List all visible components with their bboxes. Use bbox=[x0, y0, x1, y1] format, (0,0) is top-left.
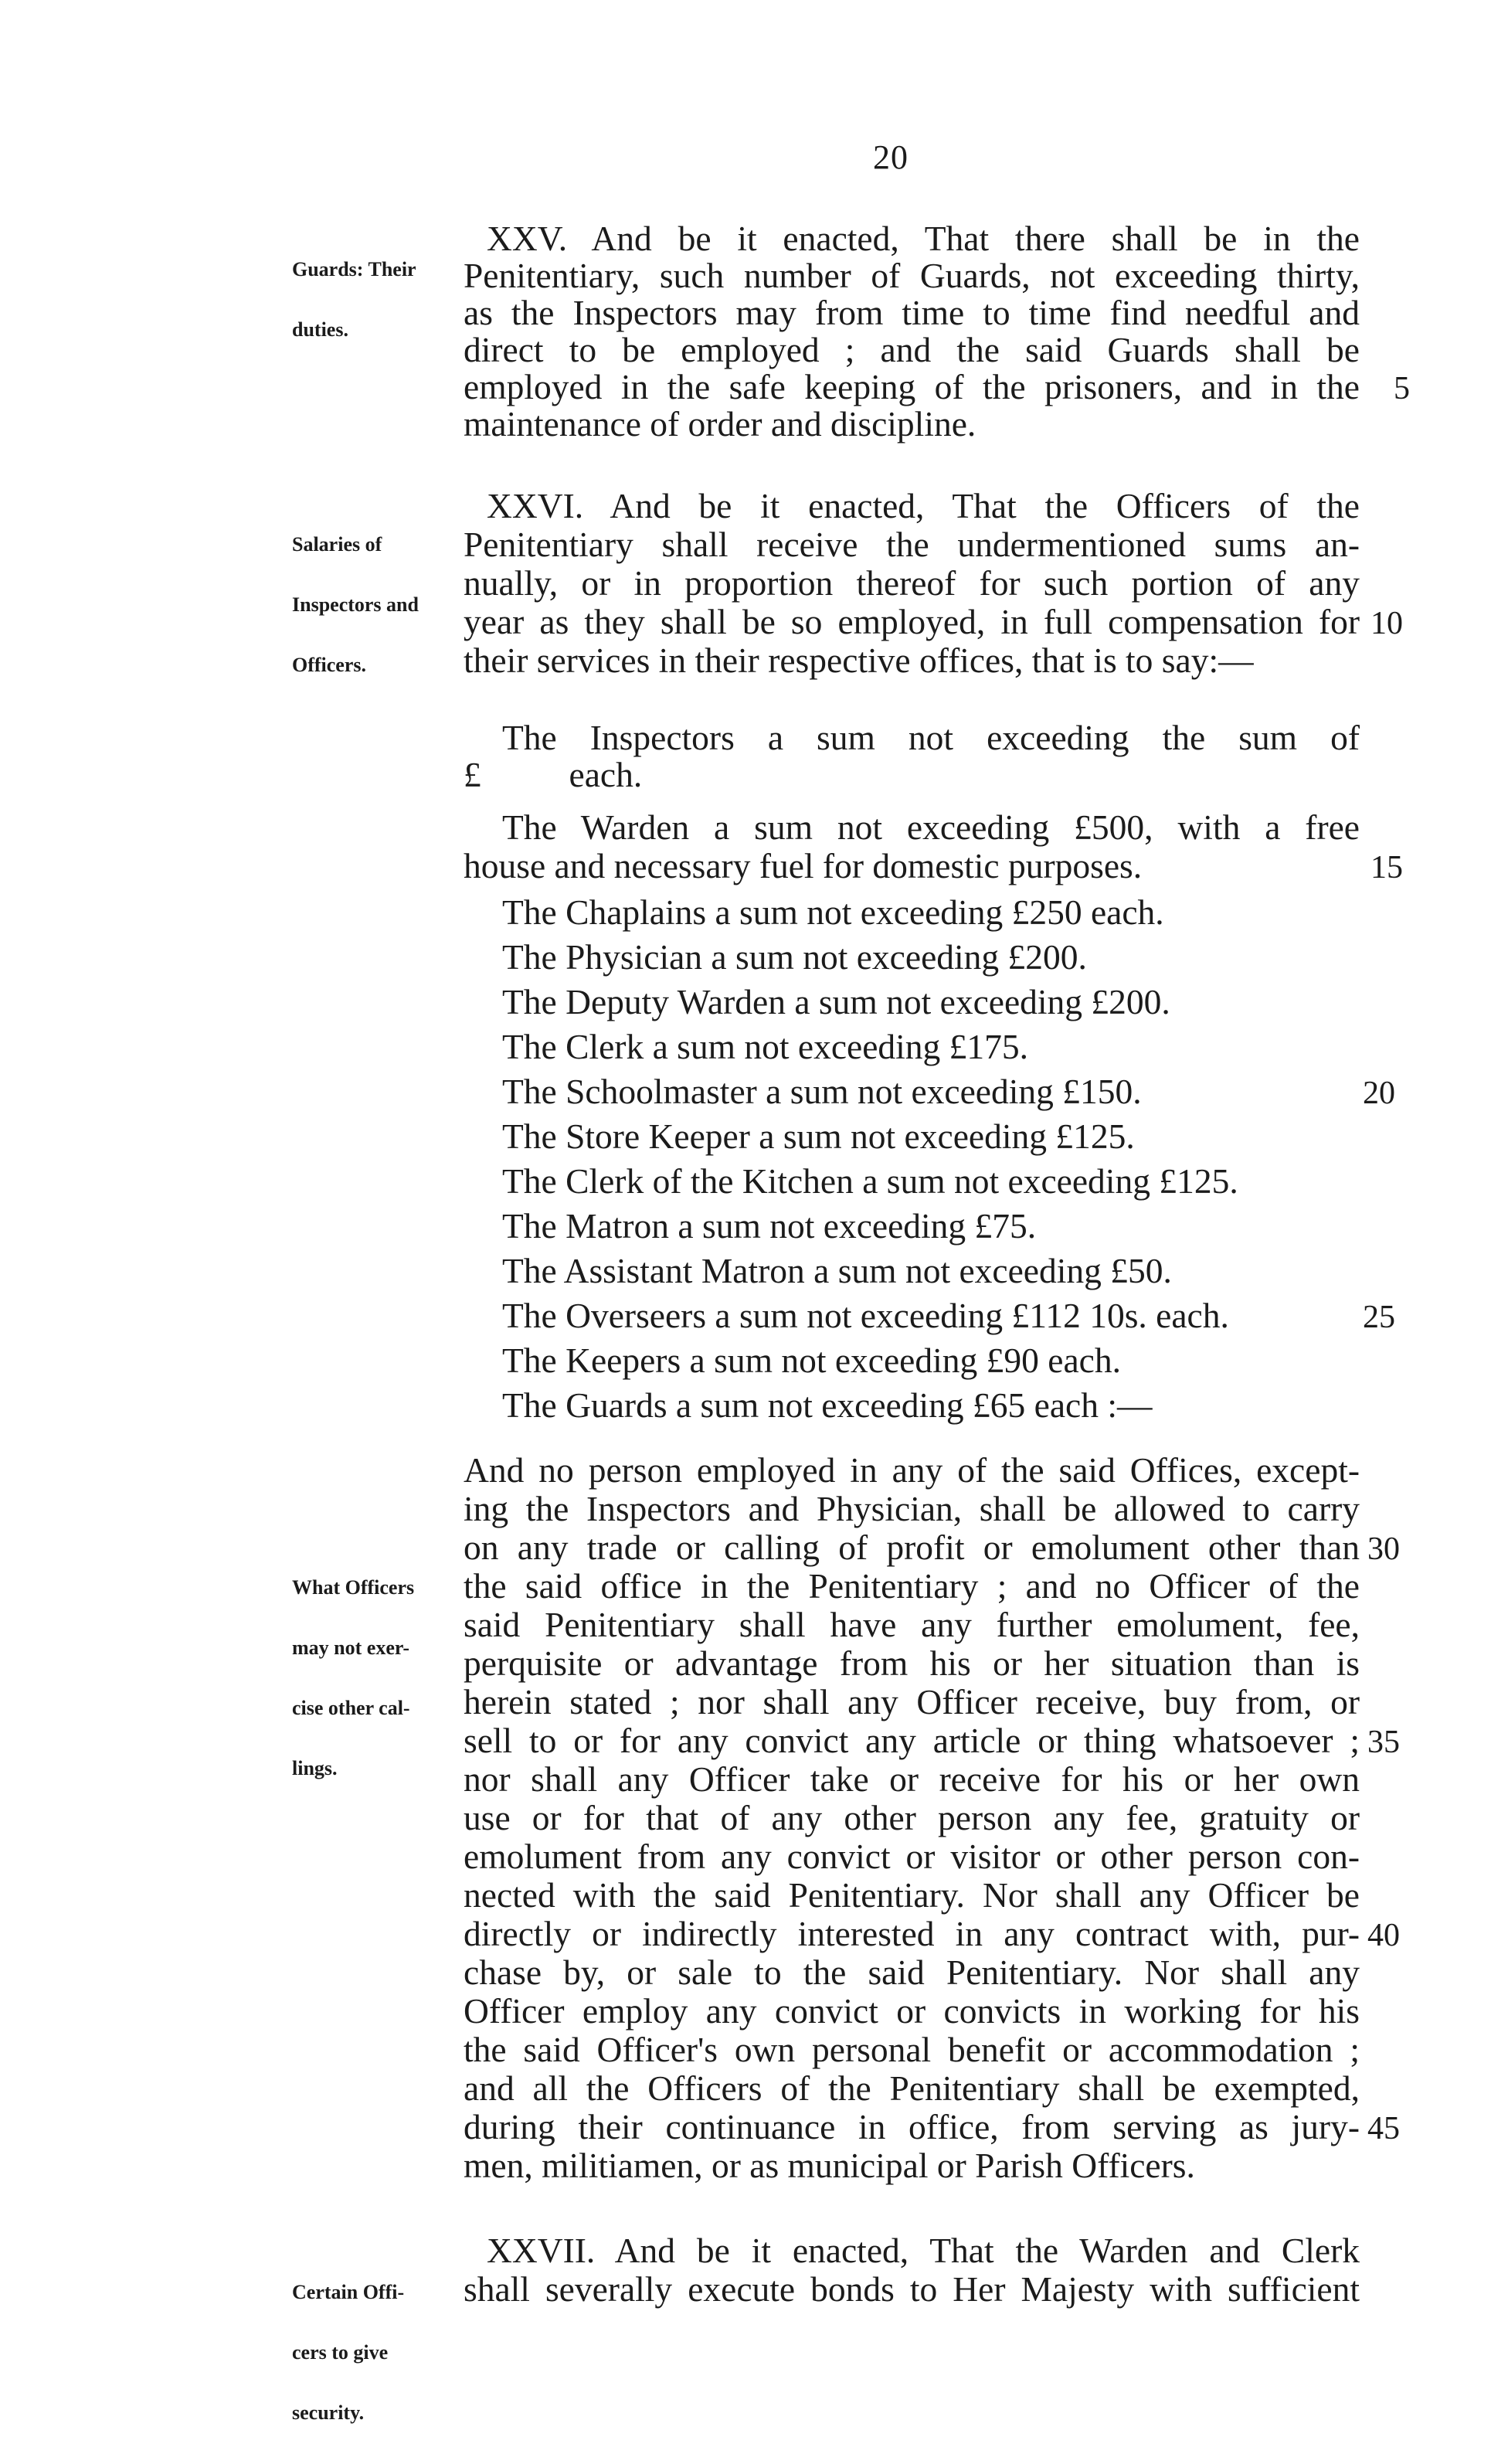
margin-note-line: cers to give bbox=[292, 2341, 389, 2364]
list-item: The Deputy Warden a sum not exceeding £200. bbox=[502, 982, 1170, 1021]
text-line: sell to or for any convict any article or thing whatsoever ; bbox=[464, 1721, 1360, 1760]
margin-note-line: Certain Offi- bbox=[292, 2281, 405, 2303]
line-number: 45 bbox=[1367, 2111, 1400, 2146]
list-item: The Store Keeper a sum not exceeding £125. bbox=[502, 1116, 1135, 1156]
list-item: The Overseers a sum not exceeding £112 10s. each. bbox=[502, 1296, 1229, 1335]
text-line: nually, or in proportion thereof for such portion of any bbox=[464, 563, 1360, 603]
text-line: XXVII. And be it enacted, That the Warden and Clerk bbox=[487, 2231, 1360, 2270]
text-line: XXV. And be it enacted, That there shall be in the bbox=[487, 219, 1360, 258]
text-line: maintenance of order and discipline. bbox=[464, 404, 976, 444]
text-line: nor shall any Officer take or receive for his or her own bbox=[464, 1759, 1360, 1799]
margin-note-officers bbox=[292, 1538, 414, 1819]
text-line: direct to be employed ; and the said Guards shall be bbox=[464, 330, 1360, 369]
margin-note-salaries bbox=[292, 494, 419, 715]
text-line: on any trade or calling of profit or emolument other than bbox=[464, 1528, 1360, 1567]
text-line: chase by, or sale to the said Penitentiary. Nor shall any bbox=[464, 1953, 1360, 1992]
text-line: Penitentiary shall receive the undermentioned sums an- bbox=[464, 525, 1360, 564]
text-line: Officer employ any convict or convicts in working for his bbox=[464, 1991, 1360, 2031]
list-item: The Warden a sum not exceeding £500, with a free bbox=[502, 807, 1360, 847]
line-number: 25 bbox=[1363, 1300, 1395, 1335]
list-item: The Matron a sum not exceeding £75. bbox=[502, 1206, 1037, 1246]
text-line: nected with the said Penitentiary. Nor shall any Officer be bbox=[464, 1875, 1360, 1915]
margin-note-guards bbox=[292, 219, 416, 380]
list-item: The Inspectors a sum not exceeding the sum of bbox=[502, 718, 1360, 757]
text-line: men, militiamen, or as municipal or Parish Officers. bbox=[464, 2146, 1195, 2185]
line-number: 20 bbox=[1363, 1076, 1395, 1111]
list-item: £ each. bbox=[464, 755, 643, 794]
text-line: during their continuance in office, from serving as jury- bbox=[464, 2107, 1360, 2146]
text-line: shall severally execute bonds to Her Majesty with sufficient bbox=[464, 2269, 1360, 2309]
list-item: The Clerk of the Kitchen a sum not exceeding £125. bbox=[502, 1161, 1238, 1201]
text-line: the said Officer's own personal benefit or accommodation ; bbox=[464, 2030, 1360, 2069]
margin-note-security bbox=[292, 2242, 404, 2463]
text-line: perquisite or advantage from his or her situation than is bbox=[464, 1643, 1360, 1683]
margin-note-line: What Officers bbox=[292, 1576, 415, 1599]
margin-note-line: may not exer- bbox=[292, 1636, 410, 1659]
text-line: Penitentiary, such number of Guards, not exceeding thirty, bbox=[464, 256, 1360, 295]
page-number: 20 bbox=[873, 138, 909, 176]
text-line: emolument from any convict or visitor or other person con- bbox=[464, 1837, 1360, 1876]
text-line: the said office in the Penitentiary ; and no Officer of the bbox=[464, 1566, 1360, 1606]
margin-note-line: Guards: Their bbox=[292, 258, 416, 280]
list-item: The Chaplains a sum not exceeding £250 each. bbox=[502, 892, 1164, 932]
line-number: 10 bbox=[1370, 606, 1403, 641]
margin-note-line: duties. bbox=[292, 318, 348, 341]
margin-note-line: security. bbox=[292, 2401, 365, 2424]
list-item: The Clerk a sum not exceeding £175. bbox=[502, 1027, 1029, 1066]
list-item: The Keepers a sum not exceeding £90 each. bbox=[502, 1341, 1121, 1380]
list-item: The Physician a sum not exceeding £200. bbox=[502, 937, 1087, 977]
text-line: use or for that of any other person any fee, gratuity or bbox=[464, 1798, 1360, 1837]
text-line: employed in the safe keeping of the prisoners, and in the bbox=[464, 367, 1360, 406]
text-line: directly or indirectly interested in any contract with, pur- bbox=[464, 1914, 1360, 1953]
list-item: The Guards a sum not exceeding £65 each :— bbox=[502, 1385, 1153, 1425]
text-line: herein stated ; nor shall any Officer receive, buy from, or bbox=[464, 1682, 1360, 1721]
list-item: The Schoolmaster a sum not exceeding £150. bbox=[502, 1072, 1142, 1111]
text-line: XXVI. And be it enacted, That the Officers of the bbox=[487, 486, 1360, 525]
line-number: 15 bbox=[1370, 850, 1403, 885]
line-number: 35 bbox=[1367, 1725, 1400, 1760]
margin-note-line: Inspectors and bbox=[292, 593, 419, 616]
margin-note-line: Officers. bbox=[292, 654, 367, 676]
margin-note-line: cise other cal- bbox=[292, 1697, 410, 1719]
list-item: house and necessary fuel for domestic purposes. bbox=[464, 846, 1143, 885]
text-line: and all the Officers of the Penitentiary shall be exempted, bbox=[464, 2068, 1360, 2108]
text-line: And no person employed in any of the said Offices, except- bbox=[464, 1450, 1360, 1490]
list-item: The Assistant Matron a sum not exceeding £50. bbox=[502, 1251, 1172, 1290]
line-number: 40 bbox=[1367, 1918, 1400, 1953]
text-line: their services in their respective offices, that is to say:— bbox=[464, 641, 1254, 680]
line-number: 30 bbox=[1367, 1531, 1400, 1567]
text-line: year as they shall be so employed, in full compensation for bbox=[464, 602, 1360, 641]
margin-note-line: lings. bbox=[292, 1757, 338, 1779]
line-number: 5 bbox=[1394, 371, 1410, 406]
text-line: ing the Inspectors and Physician, shall be allowed to carry bbox=[464, 1489, 1360, 1528]
text-line: as the Inspectors may from time to time find needful and bbox=[464, 293, 1360, 332]
text-line: said Penitentiary shall have any further emolument, fee, bbox=[464, 1605, 1360, 1644]
margin-note-line: Salaries of bbox=[292, 533, 382, 556]
